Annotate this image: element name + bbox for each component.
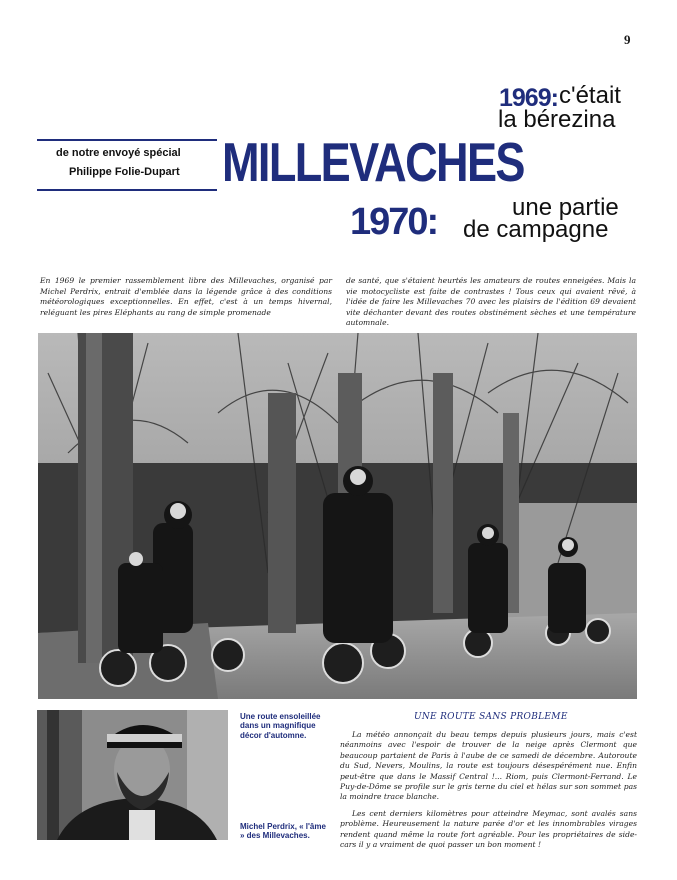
motorcycles-road-photo xyxy=(38,333,637,699)
headline-year-1969: 1969: xyxy=(499,84,558,112)
article-paragraph-1: La météo annonçait du beau temps depuis plusieurs jours, mais c'est néanmoins avec l'espoir de trouver de la neige après Clermont que beaucoup partaient de Paris à l'aube de ce samedi de décembre. Autoroute du Sud, Nevers, Moulins, la route est toujours désespérément nue. Enfin peut-être que dans le Massif Central !... Riom, puis Clermont-Ferrand. Le Puy-de-Dôme se profile sur le gris terne du ciel et hélas sur son sommet pas la moindre trace blanche. xyxy=(340,730,637,802)
headline-part1-line1: c'était xyxy=(559,82,621,109)
headline-part1-line2: la bérezina xyxy=(498,106,616,133)
byline-rule-top xyxy=(37,139,217,141)
headline-part2-line1: une partie xyxy=(512,194,619,221)
portrait-caption: Michel Perdrix, « l'âme » des Millevaches. xyxy=(240,822,326,841)
main-title: MILLEVACHES xyxy=(222,131,524,193)
motorcycles-road-photo-drawing xyxy=(38,333,637,699)
portrait-photo-drawing xyxy=(37,710,228,840)
intro-left-column: En 1969 le premier rassemblement libre des Millevaches, organisé par Michel Perdrix, entrait d'emblée dans la légende grâce à des conditions météorologiques exceptionnelles. En effet, c'est à un temps hivernal, reléguant les pires Eléphants au rang de simple promenade xyxy=(40,276,332,317)
article-paragraph-2: Les cent derniers kilomètres pour atteindre Meymac, sont avalés sans problème. Heureusement la nature parée d'or et les innombrables virages rendent quand même la route fort agréable. Pour les propriétaires de side-cars il y a vraiment de quoi passer un bon moment ! xyxy=(340,809,637,850)
intro-right-column: de santé, que s'étaient heurtés les amateurs de routes enneigées. Mais la vie motocycliste est faite de contrastes ! Tous ceux qui avaient rêvé, à l'idée de faire les Millevaches 70 avec les plaisirs de l'édition 69 devaient vite déchanter devant des routes obstinément sèches et une température automnale. xyxy=(346,276,636,328)
byline-rule-bottom xyxy=(37,189,217,191)
page-number: 9 xyxy=(624,32,631,47)
byline-author: Philippe Folie-Dupart xyxy=(69,166,180,178)
section-title: UNE ROUTE SANS PROBLEME xyxy=(414,712,568,722)
portrait-photo xyxy=(37,710,228,840)
headline-year-1970: 1970: xyxy=(350,201,438,243)
headline-part2-line2: de campagne xyxy=(463,216,609,243)
main-photo-caption: Une route ensoleillée dans un magnifique décor d'automne. xyxy=(240,712,321,740)
byline-line-1: de notre envoyé spécial xyxy=(56,147,181,159)
